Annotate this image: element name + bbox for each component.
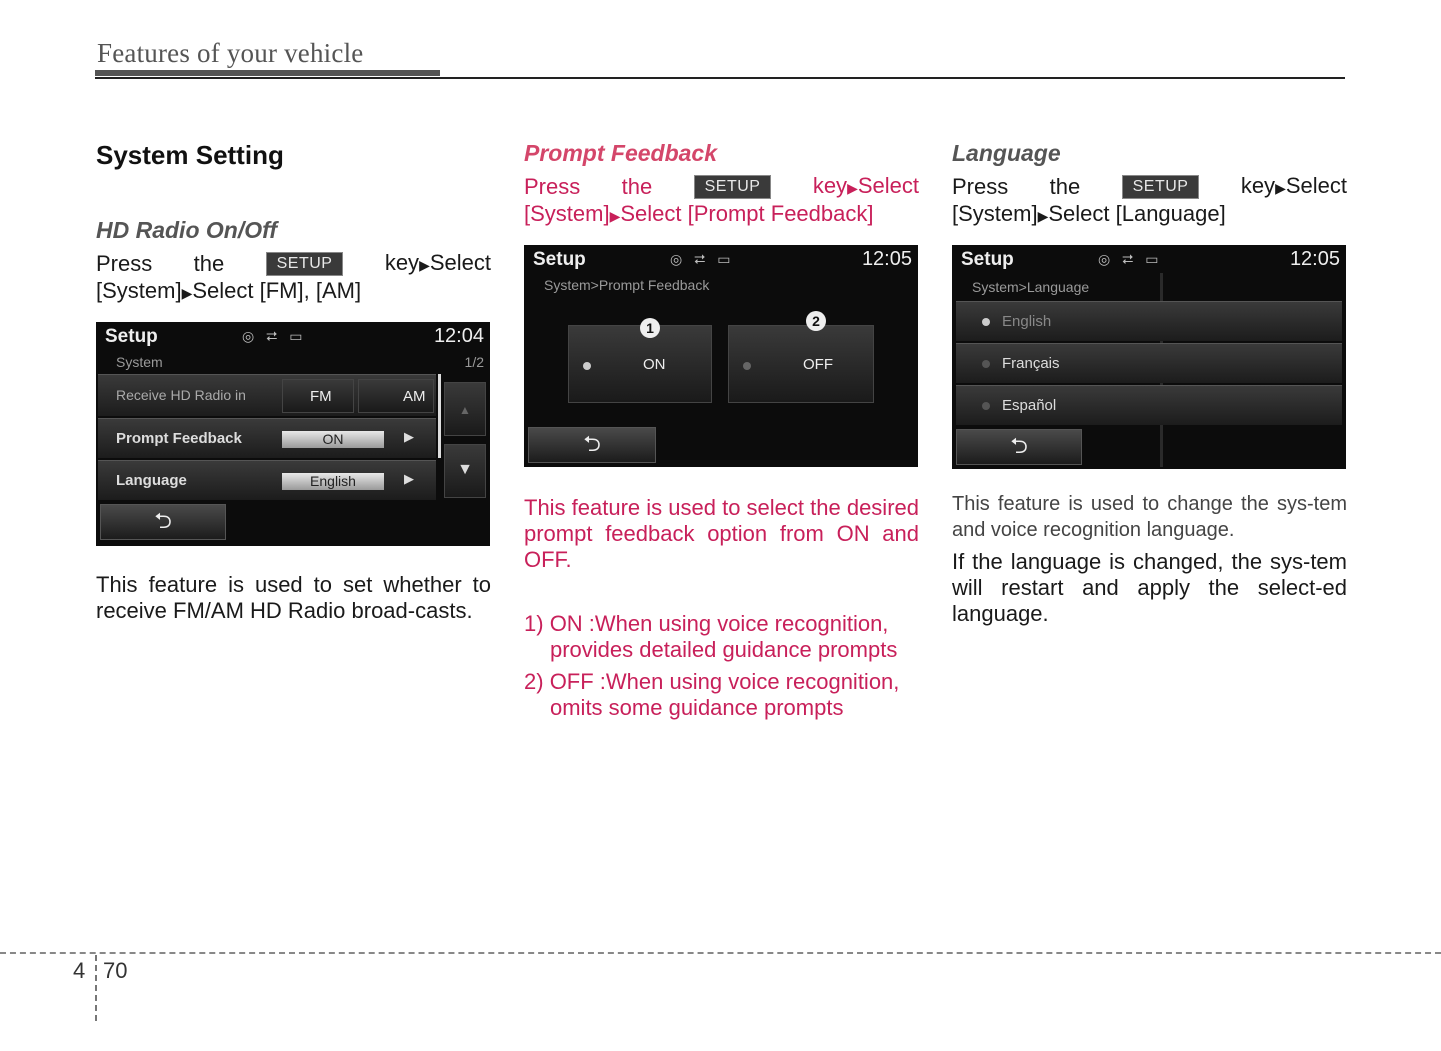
instr-key: key [1240, 173, 1276, 198]
instr-the: the [193, 251, 225, 276]
sub-title-hd-radio: HD Radio On/Off [96, 217, 278, 243]
list-text-cont: omits some guidance prompts [550, 695, 844, 720]
triangle-icon: ▶ [181, 285, 193, 301]
body-text: This feature is used to select the desired prompt feedback option from ON and OFF. [524, 495, 919, 572]
row-label: Prompt Feedback [116, 430, 242, 447]
option-list [524, 611, 919, 721]
setup-key-badge: SETUP [1122, 175, 1200, 199]
section-title: System Setting [96, 140, 284, 170]
arrow-right-icon: ▶ [404, 471, 414, 486]
screen-title: Setup [961, 249, 1014, 270]
screen-breadcrumb: System>Language [972, 279, 1090, 295]
arrow-right-icon: ▶ [404, 429, 414, 444]
scroll-up-button[interactable] [444, 382, 486, 436]
radio-dot-icon [743, 362, 751, 370]
off-option-button[interactable] [728, 325, 874, 403]
footer-rule [0, 952, 1441, 954]
radio-dot-icon [982, 318, 990, 326]
instr-select: Select [857, 173, 919, 198]
triangle-icon: ▶ [1037, 208, 1049, 224]
instruction [96, 250, 491, 306]
triangle-icon: ▶ [609, 208, 621, 224]
fm-button[interactable] [282, 379, 354, 413]
scroll-down-icon: ▼ [457, 461, 473, 478]
setup-screen-prompt-feedback [524, 245, 918, 467]
prompt-feedback-value: ON [282, 431, 384, 448]
setup-screen-system [96, 322, 490, 546]
screen-time: 12:05 [861, 248, 912, 270]
sub-title-prompt-feedback: Prompt Feedback [524, 140, 717, 166]
radio-dot-icon [982, 360, 990, 368]
instr-press: Press [96, 251, 153, 276]
chapter-number: 4 [73, 958, 86, 983]
radio-dot-icon [583, 362, 591, 370]
instr-the: the [621, 174, 653, 199]
on-option-button[interactable] [568, 325, 712, 403]
setup-key-badge: SETUP [266, 252, 344, 276]
language-option-francais[interactable] [956, 343, 1342, 383]
instr-select-2: Select [Language] [1048, 201, 1226, 226]
status-icons: ◎ ⮂ ▭ [1098, 251, 1163, 267]
row-receive-hd-radio[interactable] [98, 374, 436, 416]
status-icons: ◎ ⮂ ▭ [670, 251, 735, 267]
instruction [524, 173, 919, 229]
row-label: Language [116, 472, 187, 489]
scrollbar[interactable] [438, 374, 441, 458]
sub-title-language: Language [952, 140, 1061, 166]
instr-select-2: Select [Prompt Feedback] [620, 201, 874, 226]
header-rule [95, 77, 1345, 79]
list-text-cont: provides detailed guidance prompts [550, 637, 898, 662]
scroll-down-button[interactable] [444, 444, 486, 498]
list-text: OFF :When using voice recognition, [549, 669, 900, 694]
option-label: English [1002, 313, 1052, 330]
instr-system: [System] [96, 278, 182, 303]
column-hd-radio [96, 136, 491, 624]
instr-system: [System] [952, 201, 1038, 226]
am-label: AM [403, 388, 426, 405]
language-option-english[interactable] [956, 301, 1342, 341]
triangle-icon: ▶ [847, 180, 858, 196]
screen-title: Setup [105, 326, 158, 347]
list-num: 2) [524, 669, 544, 694]
on-label: ON [643, 356, 666, 373]
list-item [524, 611, 919, 663]
row-language[interactable] [98, 460, 436, 500]
option-label: Français [1002, 355, 1060, 372]
instr-select-2: Select [FM], [AM] [192, 278, 362, 303]
screen-page-indicator: 1/2 [464, 354, 484, 370]
list-text: ON :When using voice recognition, [549, 611, 889, 636]
callout-2: 2 [806, 311, 826, 331]
scroll-up-icon: ▲ [459, 403, 471, 417]
screen-time: 12:05 [1289, 248, 1340, 270]
status-icons: ◎ ⮂ ▭ [242, 328, 307, 344]
instr-select: Select [429, 250, 491, 275]
list-item [524, 669, 919, 721]
instr-select: Select [1285, 173, 1347, 198]
row-label: Receive HD Radio in [116, 387, 246, 403]
fm-label: FM [310, 388, 332, 405]
triangle-icon: ▶ [419, 257, 430, 273]
language-option-espanol[interactable] [956, 385, 1342, 425]
triangle-icon: ▶ [1275, 180, 1286, 196]
instr-press: Press [952, 174, 1009, 199]
body-text: If the language is changed, the sys-tem will restart and apply the select-ed language. [952, 549, 1347, 626]
instr-press: Press [524, 174, 581, 199]
language-value: English [282, 473, 384, 490]
radio-dot-icon [982, 402, 990, 410]
screen-time: 12:04 [433, 325, 484, 347]
screen-title: Setup [533, 249, 586, 270]
screen-breadcrumb: System>Prompt Feedback [544, 277, 710, 293]
back-button[interactable]: ⮌ [100, 504, 226, 540]
row-prompt-feedback[interactable] [98, 418, 436, 458]
setup-key-badge: SETUP [694, 175, 772, 199]
page-number: 70 [103, 958, 128, 983]
column-language [952, 136, 1347, 627]
instr-system: [System] [524, 201, 610, 226]
list-num: 1) [524, 611, 544, 636]
callout-1: 1 [640, 318, 660, 338]
body-text-small: This feature is used to change the sys-tem and voice recognition language. [952, 493, 1347, 541]
column-prompt-feedback [524, 136, 919, 721]
instruction [952, 173, 1347, 229]
screen-breadcrumb: System [116, 354, 163, 370]
instr-key: key [812, 173, 848, 198]
header-title: Features of your vehicle [97, 38, 364, 68]
back-button[interactable]: ⮌ [528, 427, 656, 463]
setup-screen-language [952, 245, 1346, 469]
footer-divider [95, 955, 97, 1021]
instr-the: the [1049, 174, 1081, 199]
option-label: Español [1002, 397, 1057, 414]
body-text: This feature is used to set whether to receive FM/AM HD Radio broad-casts. [96, 572, 491, 623]
instr-key: key [384, 250, 420, 275]
off-label: OFF [803, 356, 833, 373]
header-rule-accent [95, 70, 440, 76]
back-button[interactable]: ⮌ [956, 429, 1082, 465]
am-button[interactable] [358, 379, 434, 413]
